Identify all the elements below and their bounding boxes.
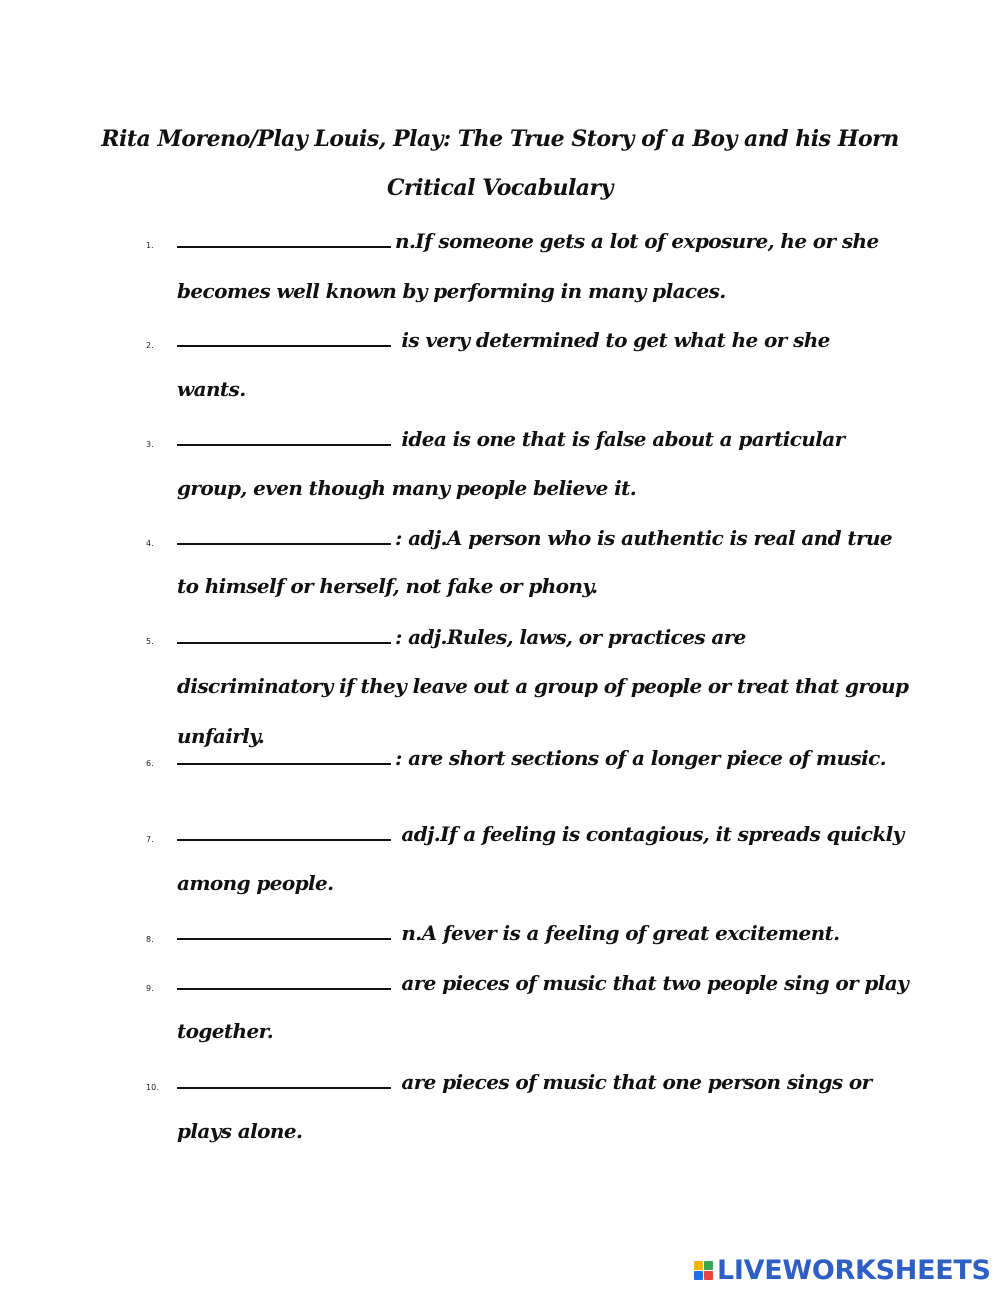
- item-line-continued: wants.: [177, 377, 246, 401]
- answer-blank[interactable]: [177, 920, 391, 940]
- item-text: n.If someone gets a lot of exposure, he or she: [395, 229, 879, 253]
- item-number: 4.: [146, 539, 154, 548]
- item-number: 8.: [146, 935, 154, 944]
- answer-blank[interactable]: [177, 624, 391, 644]
- item-number: 9.: [146, 984, 154, 993]
- item-line-continued: becomes well known by performing in many places.: [177, 279, 726, 303]
- logo-tile: [704, 1261, 713, 1270]
- logo-tile: [694, 1271, 703, 1280]
- answer-blank[interactable]: [177, 821, 391, 841]
- item-line: [177, 426, 845, 451]
- item-text: is very determined to get what he or she: [395, 328, 830, 352]
- liveworksheets-logo[interactable]: [694, 1254, 991, 1286]
- item-line-continued: group, even though many people believe it.: [177, 476, 637, 500]
- item-line-continued: unfairly.: [177, 724, 265, 748]
- answer-blank[interactable]: [177, 426, 391, 446]
- item-number: 7.: [146, 835, 154, 844]
- answer-blank[interactable]: [177, 228, 391, 248]
- logo-text: LIVEWORKSHEETS: [717, 1254, 991, 1286]
- item-number: 2.: [146, 341, 154, 350]
- item-text: : are short sections of a longer piece of music.: [395, 746, 887, 770]
- answer-blank[interactable]: [177, 745, 391, 765]
- item-number: 1.: [146, 241, 154, 250]
- item-line-continued: among people.: [177, 871, 334, 895]
- item-text: : adj.Rules, laws, or practices are: [395, 625, 746, 649]
- item-line-continued: together.: [177, 1019, 274, 1043]
- item-line: [177, 920, 840, 945]
- item-line-continued: discriminatory if they leave out a group of people or treat that group: [177, 674, 909, 698]
- item-number: 6.: [146, 759, 154, 768]
- worksheet-subtitle: Critical Vocabulary: [387, 175, 613, 201]
- item-line: [177, 624, 746, 649]
- item-line: [177, 228, 879, 253]
- item-text: adj.If a feeling is contagious, it spreads quickly: [395, 822, 904, 846]
- item-text: are pieces of music that two people sing or play: [395, 971, 909, 995]
- answer-blank[interactable]: [177, 1069, 391, 1089]
- item-text: n.A fever is a feeling of great excitement.: [395, 921, 840, 945]
- item-line: [177, 1069, 872, 1094]
- liveworksheets-logo-icon: [694, 1261, 713, 1280]
- item-number: 5.: [146, 637, 154, 646]
- item-line: [177, 970, 908, 995]
- item-number: 10.: [146, 1083, 159, 1092]
- item-line: [177, 745, 886, 770]
- item-line: [177, 327, 830, 352]
- item-text: are pieces of music that one person sings or: [395, 1070, 872, 1094]
- logo-tile: [694, 1261, 703, 1270]
- item-line: [177, 821, 904, 846]
- item-text: idea is one that is false about a particular: [395, 427, 845, 451]
- item-number: 3.: [146, 440, 154, 449]
- answer-blank[interactable]: [177, 970, 391, 990]
- answer-blank[interactable]: [177, 327, 391, 347]
- item-line-continued: plays alone.: [177, 1119, 303, 1143]
- logo-tile: [704, 1271, 713, 1280]
- item-text: : adj.A person who is authentic is real and true: [395, 526, 893, 550]
- item-line-continued: to himself or herself, not fake or phony.: [177, 574, 598, 598]
- answer-blank[interactable]: [177, 525, 391, 545]
- item-line: [177, 525, 892, 550]
- worksheet-title: Rita Moreno/Play Louis, Play: The True Story of a Boy and his Horn: [101, 126, 899, 152]
